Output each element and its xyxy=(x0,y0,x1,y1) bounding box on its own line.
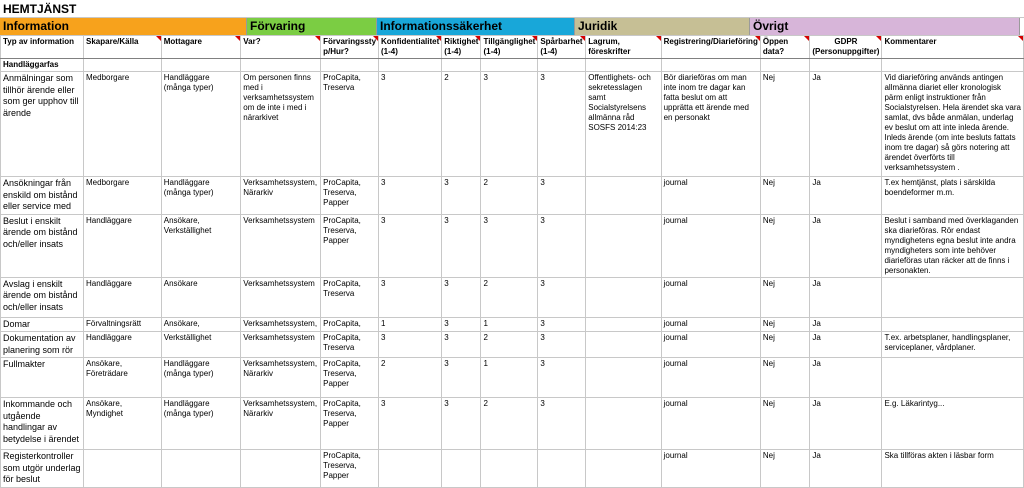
category-information: Information xyxy=(0,18,247,35)
table-cell[interactable] xyxy=(586,317,661,332)
table-cell[interactable]: 3 xyxy=(538,177,586,215)
table-cell[interactable] xyxy=(586,332,661,358)
table-cell[interactable]: 3 xyxy=(379,277,442,317)
table-cell[interactable] xyxy=(882,277,1024,317)
table-cell[interactable]: Beslut i enskilt ärende om bistånd och/eller insats xyxy=(1,214,84,277)
table-cell[interactable]: Verkställighet xyxy=(161,332,241,358)
table-cell[interactable]: Nej xyxy=(760,72,810,177)
cell[interactable] xyxy=(379,59,442,72)
comment-indicator-icon xyxy=(755,36,760,41)
table-cell[interactable]: Ansökare xyxy=(161,277,241,317)
table-cell[interactable]: 3 xyxy=(538,214,586,277)
cell[interactable] xyxy=(810,59,882,72)
table-cell[interactable]: Ska tillföras akten i läsbar form xyxy=(882,450,1024,488)
table-cell[interactable]: 3 xyxy=(538,332,586,358)
table-cell[interactable]: journal xyxy=(661,214,760,277)
table-cell[interactable]: 3 xyxy=(379,72,442,177)
table-row xyxy=(1,277,1024,317)
table-cell[interactable]: 3 xyxy=(442,317,481,332)
table-cell[interactable]: Ja xyxy=(810,358,882,398)
comment-indicator-icon xyxy=(656,36,661,41)
table-cell[interactable]: ProCapita, Treserva xyxy=(321,277,379,317)
table-cell[interactable]: 3 xyxy=(442,177,481,215)
table-cell[interactable]: Ja xyxy=(810,332,882,358)
table-cell[interactable]: Ansökare, Företrädare xyxy=(84,358,162,398)
table-cell[interactable]: Vid diarieföring används antingen allmänna diariet eller kronologisk pärm enligt instruktioner från Socialstyrelsen. Hela ärendet ska vara samlat, dvs både anmälan, underlag ev beslut om att inte inleda ärende. Inleds ärende (om inte besluts fattats inom tre dagar) så görs notering att ärendet överförts till verksamhetssystem . xyxy=(882,72,1024,177)
table-cell[interactable]: Handläggare (många typer) xyxy=(161,72,241,177)
phase-row xyxy=(1,59,1024,72)
table-cell[interactable]: Verksamhetssystem, Närarkiv xyxy=(241,358,321,398)
table-cell[interactable]: ProCapita, Treserva, Papper xyxy=(321,214,379,277)
table-cell[interactable]: Handläggare (många typer) xyxy=(161,398,241,450)
table-cell[interactable]: Ja xyxy=(810,72,882,177)
header-konfidentialitet[interactable]: Konfidentialitet (1-4) xyxy=(379,36,442,59)
table-cell[interactable]: Verksamhetssystem xyxy=(241,214,321,277)
table-cell[interactable]: Registerkontroller som utgör underlag för beslut xyxy=(1,450,84,488)
comment-indicator-icon xyxy=(156,36,161,41)
table-cell[interactable] xyxy=(586,214,661,277)
table-cell[interactable]: Domar xyxy=(1,317,84,332)
table-cell[interactable]: Handläggare (många typer) xyxy=(161,177,241,215)
table-cell[interactable]: T.ex. arbetsplaner, handlingsplaner, serviceplaner, vårdplaner. xyxy=(882,332,1024,358)
header-mottagare[interactable]: Mottagare xyxy=(161,36,241,59)
category-juridik: Juridik xyxy=(575,18,750,35)
table-cell[interactable]: 3 xyxy=(442,277,481,317)
table-cell[interactable]: E.g. Läkarintyg... xyxy=(882,398,1024,450)
table-cell[interactable]: Ja xyxy=(810,277,882,317)
table-cell[interactable]: journal xyxy=(661,177,760,215)
table-cell[interactable]: Fullmakter xyxy=(1,358,84,398)
table-cell[interactable]: 2 xyxy=(481,332,538,358)
comment-indicator-icon xyxy=(436,36,441,41)
table-cell[interactable]: ProCapita, Treserva, Papper xyxy=(321,450,379,488)
table-row xyxy=(1,358,1024,398)
comment-indicator-icon xyxy=(876,36,881,41)
cell[interactable] xyxy=(661,59,760,72)
table-cell[interactable]: 2 xyxy=(481,398,538,450)
table-row xyxy=(1,72,1024,177)
table-cell[interactable]: Ja xyxy=(810,177,882,215)
table-cell[interactable]: 3 xyxy=(379,214,442,277)
cell[interactable] xyxy=(442,59,481,72)
table-cell[interactable]: Nej xyxy=(760,358,810,398)
table-cell[interactable]: 2 xyxy=(442,72,481,177)
table-cell[interactable]: Ja xyxy=(810,214,882,277)
data-table xyxy=(0,35,1024,488)
table-cell[interactable]: Handläggare xyxy=(84,332,162,358)
table-cell[interactable]: 3 xyxy=(379,398,442,450)
table-cell[interactable]: 3 xyxy=(379,177,442,215)
table-cell[interactable]: 3 xyxy=(481,72,538,177)
table-row xyxy=(1,317,1024,332)
table-cell[interactable]: 3 xyxy=(442,358,481,398)
table-cell[interactable]: journal xyxy=(661,317,760,332)
sheet-title: HEMTJÄNST xyxy=(0,0,1024,18)
table-cell[interactable]: Medborgare xyxy=(84,177,162,215)
category-forvaring: Förvaring xyxy=(247,18,377,35)
table-cell[interactable]: Nej xyxy=(760,450,810,488)
table-row xyxy=(1,398,1024,450)
table-cell[interactable]: Ansökare, xyxy=(161,317,241,332)
table-cell[interactable]: Nej xyxy=(760,317,810,332)
header-var[interactable]: Var? xyxy=(241,36,321,59)
table-cell[interactable]: 3 xyxy=(442,332,481,358)
table-cell[interactable]: Dokumentation av planering som rör xyxy=(1,332,84,358)
table-cell[interactable]: Nej xyxy=(760,177,810,215)
header-skapare-kalla[interactable]: Skapare/Källa xyxy=(84,36,162,59)
comment-indicator-icon xyxy=(1018,36,1023,41)
cell[interactable] xyxy=(241,59,321,72)
table-cell[interactable]: Om personen finns med i verksamhetssystem om de inte i med i närarkivet xyxy=(241,72,321,177)
table-cell[interactable]: Verksamhetssystem, Närarkiv xyxy=(241,398,321,450)
table-cell[interactable]: 3 xyxy=(538,72,586,177)
table-cell[interactable] xyxy=(882,317,1024,332)
table-cell[interactable]: 2 xyxy=(481,277,538,317)
table-cell[interactable]: Medborgare xyxy=(84,72,162,177)
table-cell[interactable]: ProCapita, Treserva, Papper xyxy=(321,358,379,398)
cell[interactable] xyxy=(760,59,810,72)
table-cell[interactable]: Anmälningar som tillhör ärende eller som ger upphov till ärende xyxy=(1,72,84,177)
table-cell[interactable]: 3 xyxy=(442,214,481,277)
table-cell[interactable]: Inkommande och utgående handlingar av betydelse i ärendet xyxy=(1,398,84,450)
table-cell[interactable]: Nej xyxy=(760,332,810,358)
table-cell[interactable]: Handläggare xyxy=(84,214,162,277)
table-cell[interactable]: Ansökningar från enskild om bistånd eller service med xyxy=(1,177,84,215)
cell[interactable] xyxy=(481,59,538,72)
table-cell[interactable]: Nej xyxy=(760,398,810,450)
comment-indicator-icon xyxy=(315,36,320,41)
table-cell[interactable]: Bör diarieföras om man inte inom tre dagar kan fatta beslut om att upprätta ett ärende med en personakt xyxy=(661,72,760,177)
header-kommentarer[interactable]: Kommentarer xyxy=(882,36,1024,59)
cell[interactable] xyxy=(882,59,1024,72)
comment-indicator-icon xyxy=(580,36,585,41)
cell[interactable] xyxy=(161,59,241,72)
table-row xyxy=(1,177,1024,215)
table-cell[interactable]: journal xyxy=(661,277,760,317)
table-cell[interactable]: 3 xyxy=(538,398,586,450)
table-cell[interactable]: 3 xyxy=(538,317,586,332)
table-cell[interactable]: 1 xyxy=(481,358,538,398)
cell[interactable] xyxy=(586,59,661,72)
header-riktighet[interactable]: Riktighet (1-4) xyxy=(442,36,481,59)
table-cell[interactable]: Handläggare xyxy=(84,277,162,317)
table-cell[interactable] xyxy=(586,358,661,398)
table-cell[interactable] xyxy=(586,177,661,215)
table-cell[interactable]: 3 xyxy=(538,358,586,398)
table-cell[interactable]: journal xyxy=(661,398,760,450)
table-cell[interactable] xyxy=(586,398,661,450)
table-cell[interactable]: Nej xyxy=(760,277,810,317)
comment-indicator-icon xyxy=(475,36,480,41)
table-cell[interactable]: Ja xyxy=(810,398,882,450)
header-row xyxy=(1,36,1024,59)
table-cell[interactable]: 3 xyxy=(538,277,586,317)
table-cell[interactable]: Avslag i enskilt ärende om bistånd och/eller insats xyxy=(1,277,84,317)
category-informationssakerhet: Informationssäkerhet xyxy=(377,18,575,35)
table-cell[interactable]: journal xyxy=(661,332,760,358)
table-cell[interactable]: Nej xyxy=(760,214,810,277)
table-cell[interactable]: ProCapita, Treserva xyxy=(321,332,379,358)
comment-indicator-icon xyxy=(532,36,537,41)
table-cell[interactable]: journal xyxy=(661,358,760,398)
table-cell[interactable]: T.ex hemtjänst, plats i särskilda boendeformer m.m. xyxy=(882,177,1024,215)
header-oppen-data[interactable]: Öppen data? xyxy=(760,36,810,59)
table-cell[interactable]: Ansökare, Verkställighet xyxy=(161,214,241,277)
table-cell[interactable]: ProCapita, Treserva, Papper xyxy=(321,177,379,215)
table-cell[interactable]: Ja xyxy=(810,317,882,332)
comment-indicator-icon xyxy=(235,36,240,41)
table-cell[interactable]: 3 xyxy=(481,214,538,277)
cell[interactable] xyxy=(84,59,162,72)
category-ovrigt: Övrigt xyxy=(750,18,1020,35)
table-cell[interactable]: Verksamhetssystem, Närarkiv xyxy=(241,177,321,215)
table-row xyxy=(1,332,1024,358)
table-cell[interactable]: 1 xyxy=(481,317,538,332)
table-cell[interactable]: ProCapita, Treserva xyxy=(321,72,379,177)
table-cell[interactable]: 2 xyxy=(481,177,538,215)
table-cell[interactable]: journal xyxy=(661,450,760,488)
table-cell[interactable]: Verksamhetssystem xyxy=(241,332,321,358)
table-cell[interactable]: Beslut i samband med överklaganden ska diarieföras. Rör endast myndighetens egna beslut inte andra myndigheters som inte behöver diarieföras utan räcker att de finns i personakten. xyxy=(882,214,1024,277)
comment-indicator-icon xyxy=(373,36,378,41)
table-cell[interactable]: 1 xyxy=(379,317,442,332)
phase-label[interactable]: Handläggarfas xyxy=(1,59,84,72)
table-cell[interactable] xyxy=(586,277,661,317)
cell[interactable] xyxy=(321,59,379,72)
table-cell[interactable]: Förvaltningsrätt xyxy=(84,317,162,332)
header-forvaringstyp[interactable]: Förvaringssty p/Hur? xyxy=(321,36,379,59)
table-cell[interactable]: Handläggare (många typer) xyxy=(161,358,241,398)
table-cell[interactable]: ProCapita, Treserva, Papper xyxy=(321,398,379,450)
table-cell[interactable]: 3 xyxy=(379,332,442,358)
header-tillganglighet[interactable]: Tillgänglighet (1-4) xyxy=(481,36,538,59)
category-bar xyxy=(0,18,1024,35)
table-row xyxy=(1,214,1024,277)
table-cell[interactable] xyxy=(882,358,1024,398)
cell[interactable] xyxy=(538,59,586,72)
header-registrering[interactable]: Registrering/Diarieföring xyxy=(661,36,760,59)
table-cell[interactable]: 3 xyxy=(442,398,481,450)
table-cell[interactable]: Verksamhetssystem xyxy=(241,277,321,317)
table-cell[interactable]: ProCapita, xyxy=(321,317,379,332)
table-cell[interactable]: Ansökare, Myndighet xyxy=(84,398,162,450)
comment-indicator-icon xyxy=(804,36,809,41)
table-cell[interactable]: Offentlighets- och sekretesslagen samt Socialstyrelsens allmänna råd SOSFS 2014:23 xyxy=(586,72,661,177)
table-cell[interactable]: 2 xyxy=(379,358,442,398)
header-typ-av-information[interactable]: Typ av information xyxy=(1,36,84,59)
header-lagrum[interactable]: Lagrum, föreskrifter xyxy=(586,36,661,59)
table-cell[interactable]: Verksamhetssystem, xyxy=(241,317,321,332)
header-gdpr[interactable]: GDPR (Personuppgifter) xyxy=(810,36,882,59)
table-cell[interactable]: Ja xyxy=(810,450,882,488)
header-sparbarhet[interactable]: Spårbarhet (1-4) xyxy=(538,36,586,59)
